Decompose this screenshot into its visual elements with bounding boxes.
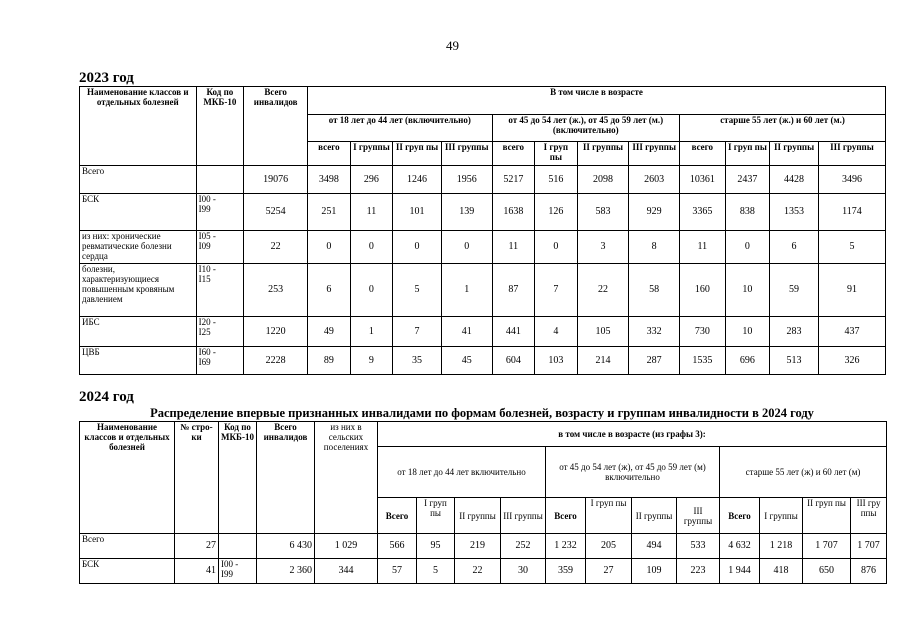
- cell-value: 7: [535, 264, 578, 317]
- header-rural: из них в сельских поселениях: [315, 422, 378, 534]
- subheader-all: всего: [680, 142, 726, 166]
- cell-value: 22: [577, 264, 629, 317]
- cell-value: 3498: [308, 166, 351, 194]
- header-range-18-44: от 18 лет до 44 лет (включительно): [308, 115, 492, 142]
- icd-code: [196, 317, 244, 347]
- table-row: [80, 534, 887, 559]
- cell-value: 219: [455, 534, 501, 559]
- total-value: 22: [244, 231, 308, 264]
- table-row: [80, 264, 886, 317]
- subheader-group-3: III группы: [441, 142, 492, 166]
- cell-value: 58: [629, 264, 680, 317]
- cell-value: 283: [770, 317, 819, 347]
- subheader-group-3: III группы: [677, 498, 720, 534]
- cell-value: 160: [680, 264, 726, 317]
- header-age-group: в том числе в возрасте (из графы 3):: [378, 422, 887, 447]
- total-value: 253: [244, 264, 308, 317]
- cell-value: 3365: [680, 194, 726, 231]
- rural-value: 344: [315, 559, 378, 584]
- cell-value: 10: [725, 264, 770, 317]
- total-value: 2228: [244, 347, 308, 375]
- total-value: 2 360: [257, 559, 315, 584]
- subheader-group-3: III гру ппы: [851, 498, 887, 534]
- cell-value: 45: [441, 347, 492, 375]
- cell-value: 0: [308, 231, 351, 264]
- header-range-55-60: старше 55 лет (ж) и 60 лет (м): [720, 447, 887, 498]
- table-row: [80, 559, 887, 584]
- cell-value: 7: [393, 317, 442, 347]
- cell-value: 533: [677, 534, 720, 559]
- cell-value: 650: [803, 559, 851, 584]
- code-start: I20 -: [198, 317, 216, 327]
- cell-value: 1638: [492, 194, 535, 231]
- cell-value: 1 232: [546, 534, 586, 559]
- total-value: 5254: [244, 194, 308, 231]
- cell-value: 57: [378, 559, 417, 584]
- cell-value: 35: [393, 347, 442, 375]
- cell-value: 251: [308, 194, 351, 231]
- cell-value: 4428: [770, 166, 819, 194]
- cell-value: 41: [441, 317, 492, 347]
- cell-value: 5: [818, 231, 885, 264]
- cell-value: 1174: [818, 194, 885, 231]
- cell-value: 1: [441, 264, 492, 317]
- header-range-45-59: от 45 до 54 лет (ж), от 45 до 59 лет (м) включительно: [546, 447, 720, 498]
- cell-value: 929: [629, 194, 680, 231]
- cell-value: 1353: [770, 194, 819, 231]
- subheader-group-2: II группы: [632, 498, 677, 534]
- cell-value: 139: [441, 194, 492, 231]
- cell-value: 1: [350, 317, 393, 347]
- table-row: [80, 347, 886, 375]
- header-age-group: В том числе в возрасте: [308, 87, 886, 115]
- header-code: Код по МКБ-10: [219, 422, 257, 534]
- icd-code: [196, 264, 244, 317]
- cell-value: 11: [350, 194, 393, 231]
- cell-value: 109: [632, 559, 677, 584]
- cell-value: 2437: [725, 166, 770, 194]
- cell-value: 876: [851, 559, 887, 584]
- cell-value: 11: [492, 231, 535, 264]
- cell-value: 1 707: [851, 534, 887, 559]
- cell-value: 1 944: [720, 559, 760, 584]
- cell-value: 3: [577, 231, 629, 264]
- disease-name: Всего: [80, 534, 175, 559]
- cell-value: 6: [308, 264, 351, 317]
- cell-value: 8: [629, 231, 680, 264]
- subheader-group-2: II груп пы: [803, 498, 851, 534]
- cell-value: 9: [350, 347, 393, 375]
- cell-value: 566: [378, 534, 417, 559]
- table-row: [80, 194, 886, 231]
- cell-value: 10: [725, 317, 770, 347]
- cell-value: 4 632: [720, 534, 760, 559]
- cell-value: 6: [770, 231, 819, 264]
- cell-value: 27: [586, 559, 632, 584]
- cell-value: 0: [350, 264, 393, 317]
- cell-value: 730: [680, 317, 726, 347]
- subheader-all: всего: [308, 142, 351, 166]
- total-value: 1220: [244, 317, 308, 347]
- subheader-group-1: I груп пы: [535, 142, 578, 166]
- disease-name: БСК: [80, 194, 197, 231]
- cell-value: 205: [586, 534, 632, 559]
- disease-name: ИБС: [80, 317, 197, 347]
- code-start: I10 -: [198, 264, 216, 274]
- subheader-group-1: I груп пы: [586, 498, 632, 534]
- table-2024: [79, 421, 887, 584]
- icd-code: [219, 534, 257, 559]
- icd-code: [196, 231, 244, 264]
- header-total: Всего инвалидов: [244, 87, 308, 166]
- cell-value: 418: [760, 559, 803, 584]
- icd-code: [196, 194, 244, 231]
- page-number: 49: [446, 38, 459, 53]
- subheader-all: Всего: [720, 498, 760, 534]
- header-range-45-59: от 45 до 54 лет (ж.), от 45 до 59 лет (м.) (включительно): [492, 115, 679, 142]
- cell-value: 838: [725, 194, 770, 231]
- cell-value: 0: [350, 231, 393, 264]
- subheader-all: Всего: [378, 498, 417, 534]
- cell-value: 3496: [818, 166, 885, 194]
- cell-value: 2098: [577, 166, 629, 194]
- cell-value: 604: [492, 347, 535, 375]
- row-number: 27: [175, 534, 219, 559]
- cell-value: 49: [308, 317, 351, 347]
- rural-value: 1 029: [315, 534, 378, 559]
- subheader-group-1: I группы: [760, 498, 803, 534]
- cell-value: 103: [535, 347, 578, 375]
- subheader-group-2: II группы: [770, 142, 819, 166]
- code-end: I25: [198, 327, 211, 337]
- cell-value: 4: [535, 317, 578, 347]
- cell-value: 252: [501, 534, 546, 559]
- total-value: 6 430: [257, 534, 315, 559]
- cell-value: 0: [441, 231, 492, 264]
- cell-value: 95: [417, 534, 455, 559]
- cell-value: 2603: [629, 166, 680, 194]
- cell-value: 5: [393, 264, 442, 317]
- subheader-group-2: II груп пы: [393, 142, 442, 166]
- disease-name: болезни, характеризующиеся повышенным кровяным давлением: [80, 264, 197, 317]
- cell-value: 89: [308, 347, 351, 375]
- header-row-number: № стро-ки: [175, 422, 219, 534]
- table-2023: [79, 86, 886, 375]
- header-name: Наименование классов и отдельных болезней: [80, 422, 175, 534]
- header-total: Всего инвалидов: [257, 422, 315, 534]
- cell-value: 223: [677, 559, 720, 584]
- subheader-group-3: III группы: [818, 142, 885, 166]
- cell-value: 10361: [680, 166, 726, 194]
- icd-code: [219, 559, 257, 584]
- cell-value: 0: [725, 231, 770, 264]
- cell-value: 516: [535, 166, 578, 194]
- cell-value: 91: [818, 264, 885, 317]
- icd-code: [196, 347, 244, 375]
- header-range-55-60: старше 55 лет (ж.) и 60 лет (м.): [680, 115, 886, 142]
- subheader-all: всего: [492, 142, 535, 166]
- cell-value: 30: [501, 559, 546, 584]
- subheader-group-3: III группы: [501, 498, 546, 534]
- cell-value: 126: [535, 194, 578, 231]
- code-start: I00 -: [221, 559, 239, 569]
- cell-value: 437: [818, 317, 885, 347]
- code-end: I09: [198, 241, 211, 251]
- code-start: I05 -: [198, 231, 216, 241]
- code-start: I00 -: [198, 194, 216, 204]
- code-end: I69: [198, 357, 211, 367]
- cell-value: 59: [770, 264, 819, 317]
- cell-value: 214: [577, 347, 629, 375]
- disease-name: из них: хронические ревматические болезни сердца: [80, 231, 197, 264]
- disease-name: ЦВБ: [80, 347, 197, 375]
- cell-value: 22: [455, 559, 501, 584]
- cell-value: 1 218: [760, 534, 803, 559]
- table-row: [80, 317, 886, 347]
- cell-value: 441: [492, 317, 535, 347]
- table-row: [80, 231, 886, 264]
- cell-value: 1956: [441, 166, 492, 194]
- header-range-18-44: от 18 лет до 44 лет включительно: [378, 447, 546, 498]
- subheader-group-2: II группы: [455, 498, 501, 534]
- cell-value: 5: [417, 559, 455, 584]
- cell-value: 101: [393, 194, 442, 231]
- code-end: I99: [198, 204, 211, 214]
- cell-value: 287: [629, 347, 680, 375]
- cell-value: 332: [629, 317, 680, 347]
- cell-value: 583: [577, 194, 629, 231]
- cell-value: 1246: [393, 166, 442, 194]
- code-start: I60 -: [198, 347, 216, 357]
- row-number: 41: [175, 559, 219, 584]
- year-2023-heading: 2023 год: [79, 70, 134, 86]
- subheader-all: Всего: [546, 498, 586, 534]
- cell-value: 5217: [492, 166, 535, 194]
- cell-value: 359: [546, 559, 586, 584]
- header-name: Наименование классов и отдельных болезней: [80, 87, 197, 166]
- code-end: I15: [198, 274, 211, 284]
- cell-value: 513: [770, 347, 819, 375]
- disease-name: БСК: [80, 559, 175, 584]
- cell-value: 105: [577, 317, 629, 347]
- header-code: Код по МКБ-10: [196, 87, 244, 166]
- total-value: 19076: [244, 166, 308, 194]
- subheader-group-3: III группы: [629, 142, 680, 166]
- subheader-group-1: I груп пы: [725, 142, 770, 166]
- cell-value: 87: [492, 264, 535, 317]
- cell-value: 296: [350, 166, 393, 194]
- table-row: [80, 166, 886, 194]
- code-end: I99: [221, 569, 233, 579]
- cell-value: 326: [818, 347, 885, 375]
- table-2024-caption: Распределение впервые признанных инвалидами по формам болезней, возрасту и группам инвалидности в 2024 году: [150, 406, 814, 420]
- cell-value: 0: [393, 231, 442, 264]
- cell-value: 494: [632, 534, 677, 559]
- disease-name: Всего: [80, 166, 197, 194]
- subheader-group-1: I группы: [350, 142, 393, 166]
- cell-value: 1535: [680, 347, 726, 375]
- cell-value: 1 707: [803, 534, 851, 559]
- year-2024-heading: 2024 год: [79, 389, 134, 405]
- subheader-group-2: II группы: [577, 142, 629, 166]
- cell-value: 0: [535, 231, 578, 264]
- cell-value: 696: [725, 347, 770, 375]
- cell-value: 11: [680, 231, 726, 264]
- subheader-group-1: I груп пы: [417, 498, 455, 534]
- icd-code: [196, 166, 244, 194]
